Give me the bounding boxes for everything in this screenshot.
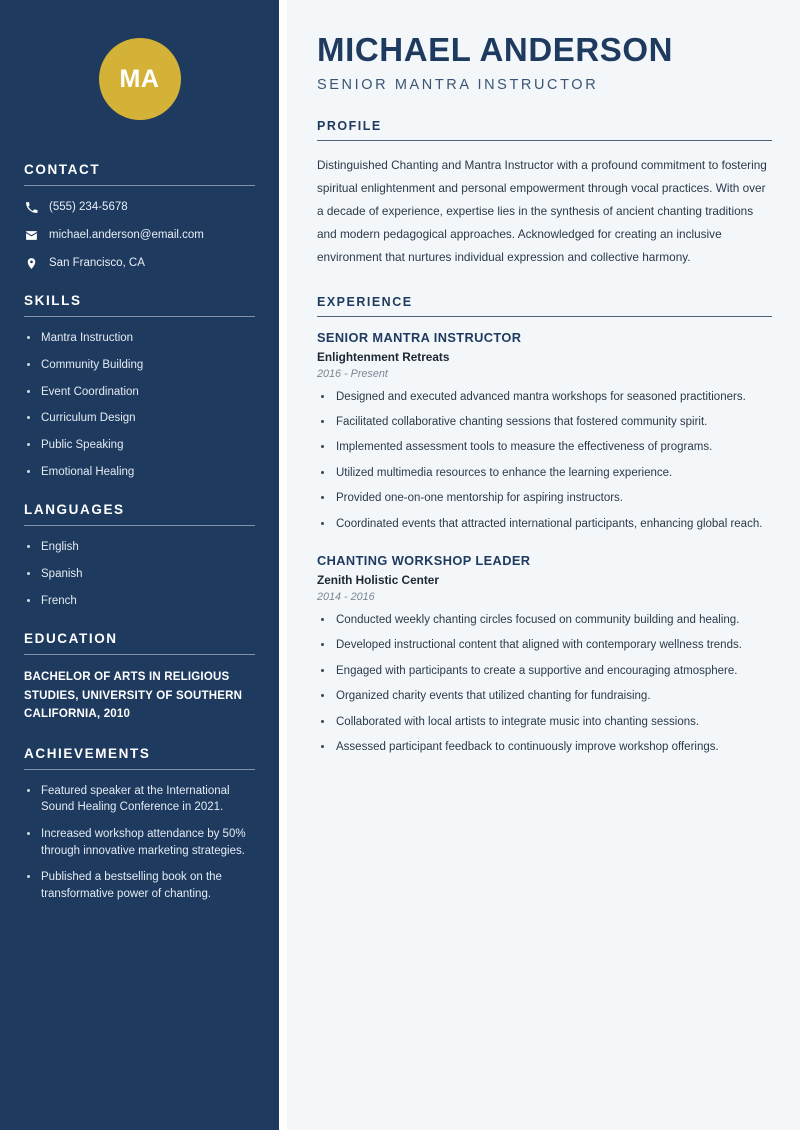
contact-email-value: michael.anderson@email.com — [49, 229, 204, 242]
skills-divider — [24, 316, 255, 317]
contact-item-phone[interactable] — [24, 199, 255, 215]
list-item: Utilized multimedia resources to enhance the learning experience. — [317, 464, 772, 482]
list-item: Increased workshop attendance by 50% through innovative marketing strategies. — [24, 826, 255, 859]
contact-item-email[interactable] — [24, 227, 255, 243]
profile-section — [317, 119, 772, 269]
profile-divider — [317, 140, 772, 141]
achievements-list — [24, 783, 255, 903]
skills-section — [24, 293, 255, 480]
list-item: Public Speaking — [24, 437, 255, 454]
experience-section — [317, 295, 772, 757]
list-item: Conducted weekly chanting circles focused on community building and healing. — [317, 611, 772, 629]
profile-text: Distinguished Chanting and Mantra Instructor with a profound commitment to fostering spiritual enlightenment and personal empowerment through vocal practices. With over a decade of experience, expertise lies in the synthesis of ancient chanting traditions and modern pedagogical approaches. Acknowledged for creating an inclusive environment that nurtures individual expression and collective harmony. — [317, 157, 767, 264]
contact-phone-value: (555) 234-5678 — [49, 201, 128, 213]
experience-entry — [317, 553, 772, 756]
education-heading: EDUCATION — [24, 631, 118, 647]
list-item: Community Building — [24, 357, 255, 374]
contact-item-location[interactable] — [24, 255, 255, 271]
main-content — [279, 0, 800, 1130]
list-item: Engaged with participants to create a supportive and encouraging atmosphere. — [317, 662, 772, 680]
languages-list — [24, 539, 255, 609]
contact-divider — [24, 185, 255, 186]
list-item: Implemented assessment tools to measure the effectiveness of programs. — [317, 438, 772, 456]
experience-entry — [317, 330, 772, 533]
profile-heading: PROFILE — [317, 118, 382, 133]
list-item: Organized charity events that utilized chanting for fundraising. — [317, 687, 772, 705]
list-item: French — [24, 593, 255, 610]
list-item: Collaborated with local artists to integrate music into chanting sessions. — [317, 713, 772, 731]
professional-title: SENIOR MANTRA INSTRUCTOR — [317, 76, 599, 93]
page-title: MICHAEL ANDERSON — [317, 31, 674, 68]
list-item: Published a bestselling book on the transformative power of chanting. — [24, 869, 255, 902]
education-entry: BACHELOR OF ARTS IN RELIGIOUS STUDIES, UNIVERSITY OF SOUTHERN CALIFORNIA, 2010 — [24, 671, 243, 721]
list-item: Spanish — [24, 566, 255, 583]
skills-list — [24, 330, 255, 480]
education-section — [24, 631, 255, 723]
list-item: Event Coordination — [24, 384, 255, 401]
list-item: Designed and executed advanced mantra workshops for seasoned practitioners. — [317, 388, 772, 406]
contact-section — [24, 162, 255, 271]
job-bullets-list — [317, 611, 772, 756]
list-item: Mantra Instruction — [24, 330, 255, 347]
achievements-divider — [24, 769, 255, 770]
list-item: English — [24, 539, 255, 556]
skills-heading: SKILLS — [24, 293, 82, 309]
phone-icon — [24, 201, 38, 214]
experience-divider — [317, 316, 772, 317]
job-dates: 2014 - 2016 — [317, 590, 375, 603]
languages-section — [24, 502, 255, 609]
list-item: Assessed participant feedback to continuously improve workshop offerings. — [317, 738, 772, 756]
list-item: Provided one-on-one mentorship for aspiring instructors. — [317, 489, 772, 507]
job-role: CHANTING WORKSHOP LEADER — [317, 552, 531, 568]
list-item: Curriculum Design — [24, 410, 255, 427]
job-bullets-list — [317, 388, 772, 533]
list-item: Developed instructional content that aligned with contemporary wellness trends. — [317, 636, 772, 654]
contact-location-value: San Francisco, CA — [49, 257, 145, 270]
location-pin-icon — [24, 257, 38, 270]
job-company: Enlightenment Retreats — [317, 349, 450, 364]
job-company: Zenith Holistic Center — [317, 572, 439, 587]
avatar-container — [24, 0, 255, 162]
achievements-section — [24, 746, 255, 903]
languages-divider — [24, 525, 255, 526]
job-role: SENIOR MANTRA INSTRUCTOR — [317, 329, 522, 345]
languages-heading: LANGUAGES — [24, 502, 125, 518]
envelope-icon — [24, 229, 38, 242]
job-dates: 2016 - Present — [317, 367, 388, 380]
avatar: MA — [99, 38, 181, 120]
education-divider — [24, 654, 255, 655]
list-item: Facilitated collaborative chanting sessions that fostered community spirit. — [317, 413, 772, 431]
experience-heading: EXPERIENCE — [317, 294, 413, 309]
list-item: Featured speaker at the International Sound Healing Conference in 2021. — [24, 783, 255, 816]
list-item: Emotional Healing — [24, 464, 255, 481]
list-item: Coordinated events that attracted international participants, enhancing global reach. — [317, 515, 772, 533]
sidebar — [0, 0, 279, 1130]
contact-heading: CONTACT — [24, 162, 101, 177]
achievements-heading: ACHIEVEMENTS — [24, 745, 151, 761]
